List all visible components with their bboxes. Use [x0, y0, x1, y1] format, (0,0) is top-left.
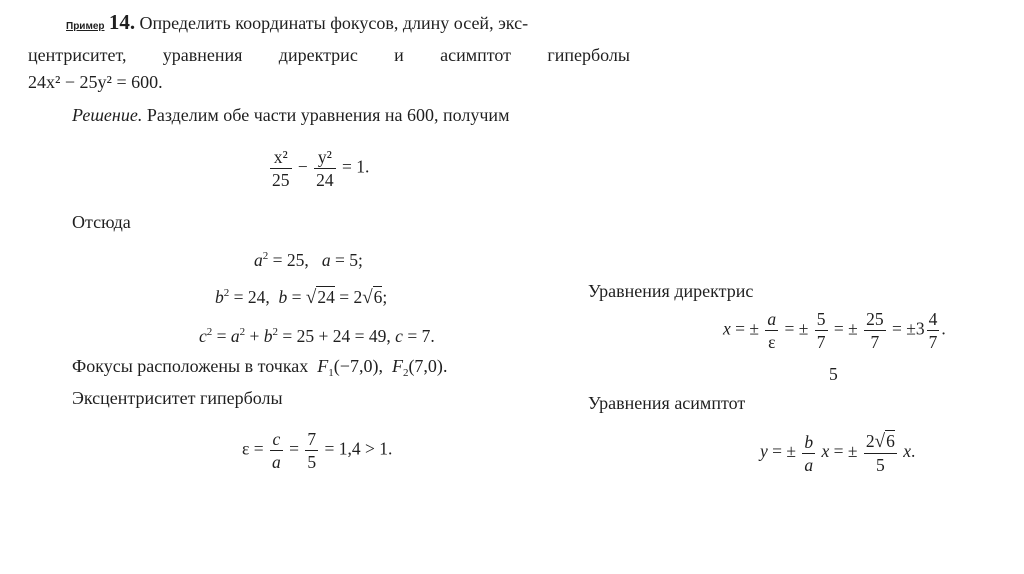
dir-whole: ±3	[906, 318, 925, 339]
solution-label: Решение.	[72, 105, 143, 125]
a-equation: $a^2 = 25$, a = 5;	[254, 250, 363, 270]
b-coef: 2	[353, 287, 363, 307]
problem-statement	[66, 10, 528, 35]
ecc-value: = 1,4 > 1.	[324, 438, 393, 459]
asym-num-2: 2√6	[865, 431, 895, 452]
dir-num-1: a	[767, 309, 777, 329]
c-value: 7	[421, 326, 431, 346]
asymptote-title: Уравнения асимптот	[588, 393, 746, 413]
dir-den-2: 7	[816, 332, 826, 352]
b-radicand: 24	[317, 287, 335, 307]
problem-line-2: центриситет, уравнения директрис и асимптот гиперболы	[28, 45, 630, 65]
asym-den-1: a	[804, 454, 814, 475]
foci-line: Фокусы расположены в точках $F_1(-7,0)$, $F_2(7,0)$.	[72, 356, 448, 379]
b2-value: 24	[247, 287, 266, 307]
dir-num-4: 4	[928, 309, 938, 329]
directrix-title: Уравнения директрис	[588, 281, 754, 301]
directrix-below: 5	[829, 364, 838, 384]
focus-2: (7,0)	[408, 356, 443, 376]
dir-den-4: 7	[928, 332, 938, 352]
solution-intro-text: Разделим обе части уравнения на 600, получим	[146, 105, 510, 125]
problem-line-1: Определить координаты фокусов, длину осей, экс-	[139, 13, 529, 33]
canonical-equation: $\frac{\text{x²}}{25}$ − $\frac{\text{y²}}{24}$ = 1.	[272, 147, 370, 190]
otsyuda-text: Отсюда	[72, 212, 131, 232]
b-radicand-2: 6	[373, 287, 383, 307]
canon-num-1: x²	[270, 146, 292, 169]
ecc-num-2: 7	[307, 429, 317, 449]
problem-equation	[28, 72, 163, 93]
problem-equation-text: 24x² − 25y² = 600.	[28, 72, 163, 92]
problem-number: 14.	[108, 10, 136, 34]
a-value: 5	[349, 250, 358, 270]
canon-den-1: 25	[272, 170, 290, 190]
asymptote-equation: y = ± $\frac{b}{a}$ x = ± $\frac{2√6}{5}$ x.	[760, 431, 916, 475]
ecc-equation: ε = $\frac{c}{a}$ = $\frac{7}{5}$ = 1,4 > 1.	[242, 429, 393, 472]
ecc-den-2: 5	[307, 452, 317, 472]
directrix-equation: x = ± $\frac{a}{\varepsilon}$ = ± $\frac{5}{7}$ = ± $\frac{25}{7}$ = ±3 $\frac{4}{7}$ .	[723, 309, 946, 352]
a2-value: 25	[286, 250, 305, 270]
ecc-num: c	[270, 428, 283, 451]
ecc-title: Эксцентриситет гиперболы	[72, 388, 283, 408]
foci-text: Фокусы расположены в точках	[72, 356, 309, 376]
c-sum: 25 + 24 = 49	[296, 326, 387, 346]
dir-den-1: ε	[768, 332, 776, 352]
focus-1: (−7,0)	[333, 356, 379, 376]
example-label: Пример	[66, 21, 105, 32]
dir-den-3: 7	[870, 332, 880, 352]
dir-num-2: 5	[816, 309, 826, 329]
b-equation: $b^2 = 24$, b = √24 = 2√6;	[215, 287, 388, 308]
canon-num-2: y²	[314, 146, 336, 169]
dir-num-3: 25	[866, 309, 884, 329]
canon-rhs: = 1.	[342, 156, 370, 177]
c-equation: $c^2 = a^2 + b^2 = 25 + 24 = 49$, c = 7.	[199, 326, 435, 346]
asym-num-1: b	[804, 431, 814, 452]
asym-den-2: 5	[876, 455, 885, 475]
ecc-den: a	[271, 452, 281, 472]
canon-den-2: 24	[316, 170, 334, 190]
solution-intro	[72, 105, 509, 126]
